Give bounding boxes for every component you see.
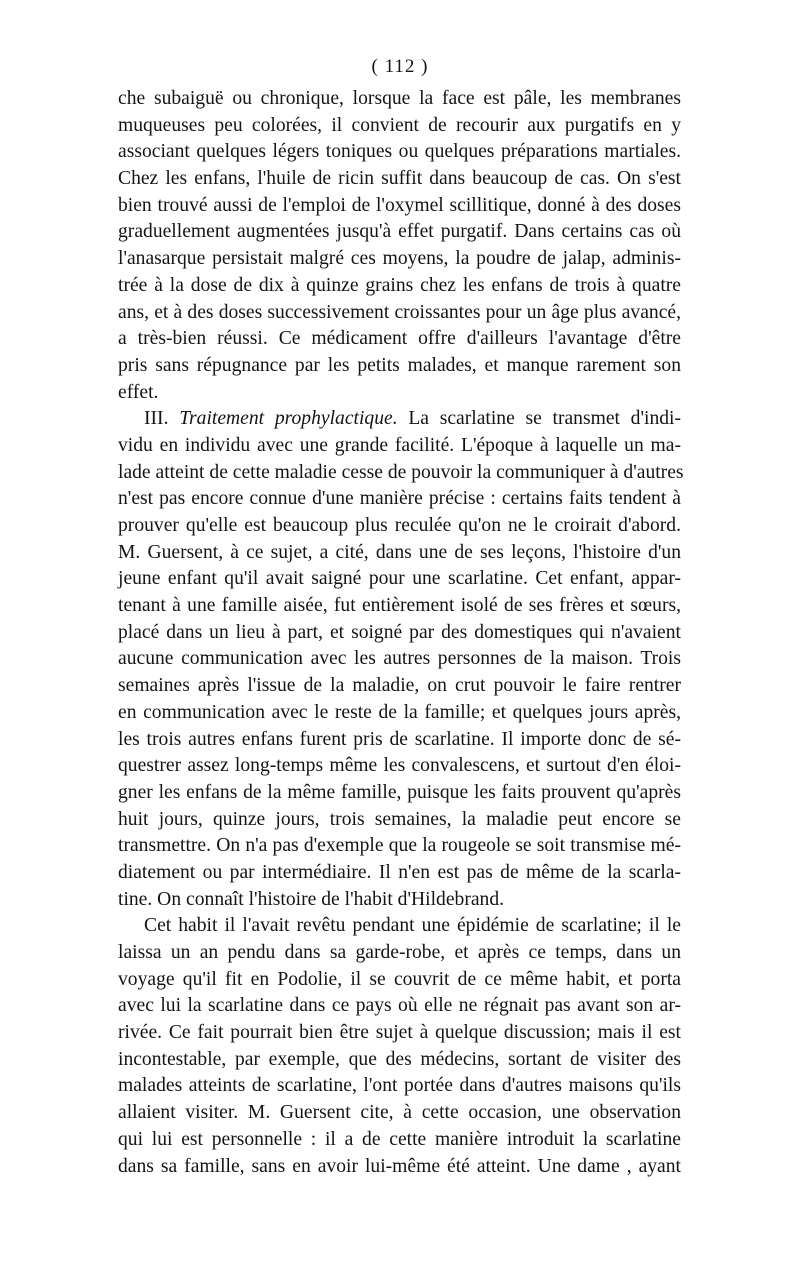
text-line: placé dans un lieu à part, et soigné par des domestiques qui n'avaient xyxy=(118,621,681,643)
text-line: che subaiguë ou chronique, lorsque la face est pâle, les membranes xyxy=(118,88,681,109)
page-number: ( 112 ) xyxy=(371,56,429,77)
section-title: Traitement prophylactique. xyxy=(179,408,398,430)
text-line: les trois autres enfans furent pris de scarlatine. Il importe donc de sé- xyxy=(118,728,681,750)
text-line: Chez les enfans, l'huile de ricin suffit dans beaucoup de cas. On s'est xyxy=(118,168,681,190)
text-line: gner les enfans de la même famille, puisque les faits prouvent qu'après xyxy=(118,781,681,803)
text-line: dans sa famille, sans en avoir lui-même été atteint. Une dame , ayant xyxy=(118,1155,681,1177)
text-line: associant quelques légers toniques ou quelques préparations martiales. xyxy=(118,141,681,163)
text-line: diatement ou par intermédiaire. Il n'en est pas de même de la scarla- xyxy=(118,861,681,883)
text-line: graduellement augmentées jusqu'à effet purgatif. Dans certains cas où xyxy=(118,221,681,243)
text-line: M. Guersent, à ce sujet, a cité, dans une de ses leçons, l'histoire d'un xyxy=(118,541,681,563)
section-heading-line xyxy=(118,406,681,433)
text-line: l'anasarque persistait malgré ces moyens, la poudre de jalap, adminis- xyxy=(118,248,681,270)
text-line: ans, et à des doses successivement croissantes pour un âge plus avancé, xyxy=(118,301,681,323)
section-number: III. xyxy=(144,408,169,430)
text-line: aucune communication avec les autres personnes de la maison. Trois xyxy=(118,648,681,670)
text-line: avec lui la scarlatine dans ce pays où elle ne régnait pas avant son ar- xyxy=(118,995,681,1017)
text-line: voyage qu'il fit en Podolie, il se couvrit de ce même habit, et porta xyxy=(118,968,681,990)
text-line: en communication avec le reste de la famille; et quelques jours après, xyxy=(118,701,681,723)
text-line: incontestable, par exemple, que des médecins, sortant de visiter des xyxy=(118,1048,681,1070)
text-line: huit jours, quinze jours, trois semaines, la maladie peut encore se xyxy=(118,808,681,830)
text-line: jeune enfant qu'il avait saigné pour une scarlatine. Cet enfant, appar- xyxy=(118,568,681,590)
text-line: transmettre. On n'a pas d'exemple que la rougeole se soit transmise mé- xyxy=(118,835,681,857)
text-line: bien trouvé aussi de l'emploi de l'oxymel scillitique, donné à des doses xyxy=(118,194,681,216)
text-line: malades atteints de scarlatine, l'ont portée dans d'autres maisons qu'ils xyxy=(118,1075,681,1097)
text-line: n'est pas encore connue d'une manière précise : certains faits tendent à xyxy=(118,488,681,510)
text-line: semaines après l'issue de la maladie, on crut pouvoir le faire rentrer xyxy=(118,675,681,697)
body-text xyxy=(118,86,684,1180)
text-line: allaient visiter. M. Guersent cite, à cette occasion, une observation xyxy=(118,1102,681,1124)
text-line: tenant à une famille aisée, fut entièrement isolé de ses frères et sœurs, xyxy=(118,595,681,617)
text-line: Cet habit il l'avait revêtu pendant une épidémie de scarlatine; il le xyxy=(144,915,681,937)
text-line: trée à la dose de dix à quinze grains chez les enfans de trois à quatre xyxy=(118,274,681,296)
text-line: rivée. Ce fait pourrait bien être sujet à quelque discussion; mais il est xyxy=(118,1022,681,1044)
text-line: lade atteint de cette maladie cesse de pouvoir la communiquer à d'autres xyxy=(118,461,684,483)
text-line: tine. On connaît l'histoire de l'habit d'Hildebrand. xyxy=(118,888,505,910)
text-line: pris sans répugnance par les petits malades, et manque rarement son xyxy=(118,354,681,376)
text-fragment: La scarlatine se transmet d'indi- xyxy=(408,408,682,430)
text-line: questrer assez long-temps même les convalescens, et surtout d'en éloi- xyxy=(118,755,681,777)
text-line: vidu en individu avec une grande facilité. L'époque à laquelle un ma- xyxy=(118,434,681,456)
text-line: laissa un an pendu dans sa garde-robe, et après ce temps, dans un xyxy=(118,942,681,963)
text-line: a très-bien réussi. Ce médicament offre d'ailleurs l'avantage d'être xyxy=(118,328,681,350)
text-line: muqueuses peu colorées, il convient de recourir aux purgatifs en y xyxy=(118,114,681,136)
text-line: effet. xyxy=(118,381,159,403)
text-line: qui lui est personnelle : il a de cette manière introduit la scarlatine xyxy=(118,1128,681,1150)
text-line: prouver qu'elle est beaucoup plus reculée qu'on ne le croirait d'abord. xyxy=(118,515,681,536)
